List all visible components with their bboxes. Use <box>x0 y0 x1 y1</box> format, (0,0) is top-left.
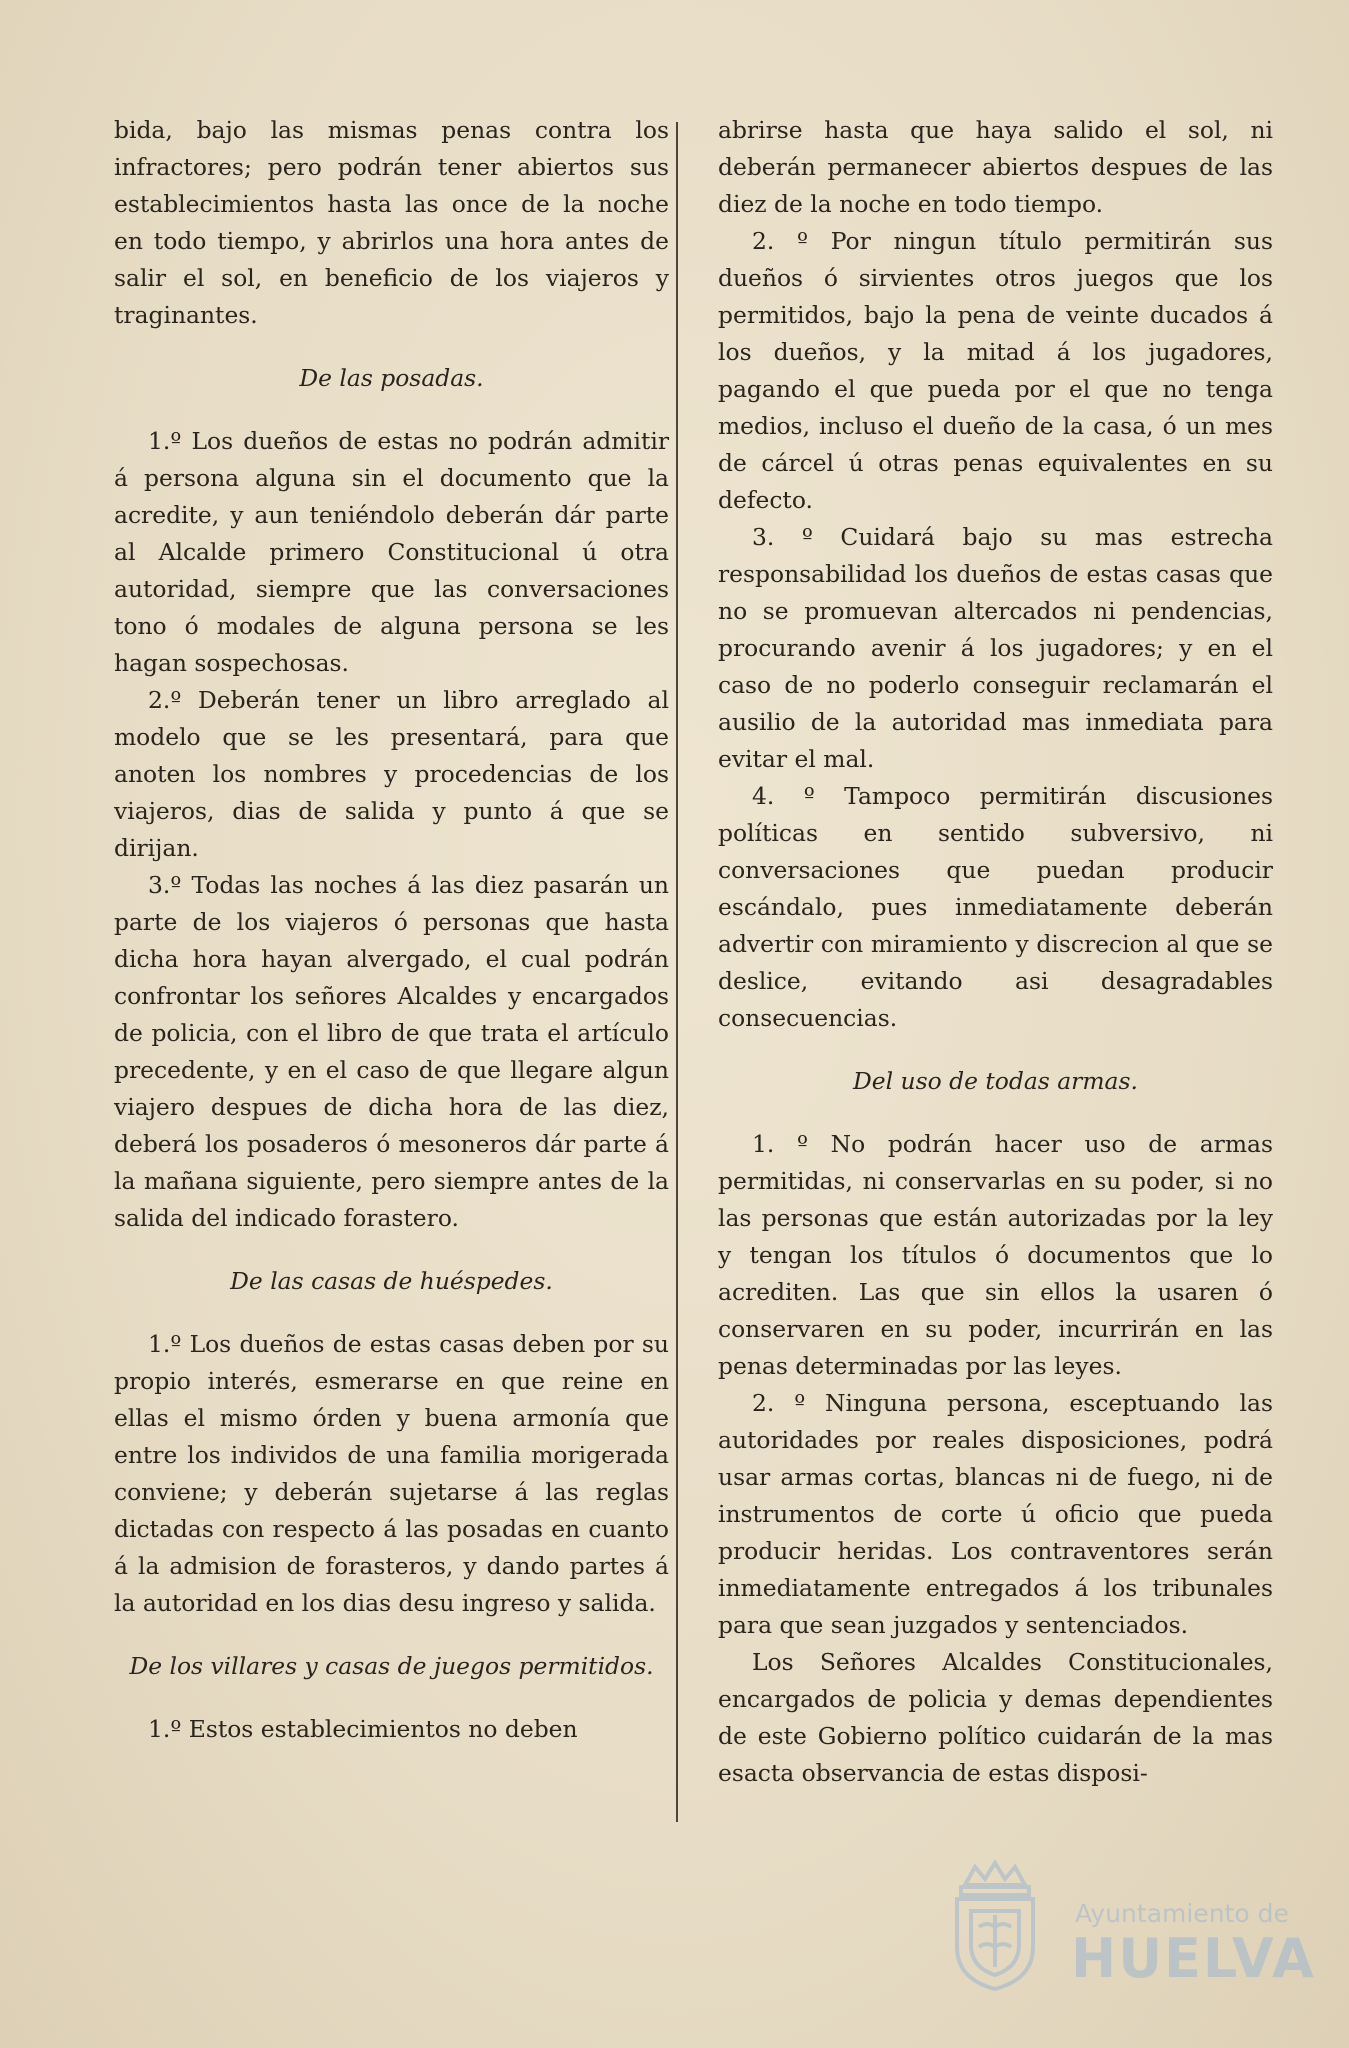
posadas-article-3: 3.º Todas las noches á las diez pasarán un parte de los viajeros ó personas que hasta dicha hora hayan alvergado, el cual podrán confrontar los señores Alcaldes y encargados de policia, con el libro de que trata el artículo precedente, y en el caso de que llegare algun viajero despues de dicha hora de las diez, deberá los posaderos ó mesoneros dár parte á la mañana siguiente, pero siempre antes de la salida del indicado forastero. <box>114 871 669 1232</box>
paragraph-continuation: bida, bajo las mismas penas contra los infractores; pero podrán tener abiertos sus establecimientos hasta las once de la noche en todo tiempo, y abrirlos una hora antes de salir el sol, en beneficio de los viajeros y traginantes. <box>114 116 669 329</box>
armas-article-1: 1. º No podrán hacer uso de armas permitidas, ni conservarlas en su poder, si no las personas que están autorizadas por la ley y tengan los títulos ó documentos que lo acrediten. Las que sin ellos la usaren ó conservaren en su poder, incurrirán en las penas determinadas por las leyes. <box>718 1130 1273 1380</box>
watermark-line-2: HUELVA <box>1071 1927 1316 1990</box>
watermark-line-1: Ayuntamiento de <box>1075 1899 1289 1928</box>
villares-article-3: 3. º Cuidará bajo su mas estrecha responsabilidad los dueños de estas casas que no se promuevan altercados ni pendencias, procurando avenir á los jugadores; y en el caso de no poderlo conseguir reclamarán el ausilio de la autoridad mas inmediata para evitar el mal. <box>718 523 1273 773</box>
column-divider <box>676 122 678 1822</box>
villares-article-2: 2. º Por ningun título permitirán sus dueños ó sirvientes otros juegos que los permitidos, bajo la pena de veinte ducados á los dueños, y la mitad á los jugadores, pagando el que pueda por el que no tenga medios, incluso el dueño de la casa, ó un mes de cárcel ú otras penas equivalentes en su defecto. <box>718 227 1273 514</box>
left-column <box>114 112 669 1748</box>
huespedes-article-1: 1.º Los dueños de estas casas deben por su propio interés, esmerarse en que reine en ellas el mismo órden y buena armonía que entre los individos de una familia morigerada conviene; y deberán sujetarse á las reglas dictadas con respecto á las posadas en cuanto á la admision de forasteros, y dando partes á la autoridad en los dias desu ingreso y salida. <box>114 1330 669 1617</box>
villares-article-4: 4. º Tampoco permitirán discusiones políticas en sentido subversivo, ni conversaciones que puedan producir escándalo, pues inmediatamente deberán advertir con miramiento y discrecion al que se deslice, evitando asi desagradables consecuencias. <box>718 782 1273 1032</box>
right-column <box>718 112 1273 1792</box>
posadas-article-1: 1.º Los dueños de estas no podrán admitir á persona alguna sin el documento que la acredite, y aun teniéndolo deberán dár parte al Alcalde primero Constitucional ú otra autoridad, siempre que las conversaciones tono ó modales de alguna persona se les hagan sospechosas. <box>114 427 669 677</box>
section-heading-armas: Del uso de todas armas. <box>853 1067 1138 1095</box>
section-heading-huespedes: De las casas de huéspedes. <box>230 1267 553 1295</box>
coat-of-arms-icon <box>935 1855 1055 1995</box>
section-heading-villares: De los villares y casas de juegos permitidos. <box>129 1652 654 1680</box>
villares-article-1-continuation: abrirse hasta que haya salido el sol, ni deberán permanecer abiertos despues de las diez de la noche en todo tiempo. <box>718 116 1273 218</box>
posadas-article-2: 2.º Deberán tener un libro arreglado al modelo que se les presentará, para que anoten los nombres y procedencias de los viajeros, dias de salida y punto á que se dirijan. <box>114 686 669 862</box>
huelva-watermark <box>935 1855 1316 1995</box>
section-heading-posadas: De las posadas. <box>299 364 484 392</box>
armas-article-2: 2. º Ninguna persona, esceptuando las autoridades por reales disposiciones, podrá usar armas cortas, blancas ni de fuego, ni de instrumentos de corte ú oficio que pueda producir heridas. Los contraventores serán inmediatamente entregados á los tribunales para que sean juzgados y sentenciados. <box>718 1389 1273 1639</box>
villares-article-1: 1.º Estos establecimientos no deben <box>148 1715 578 1743</box>
closing-paragraph: Los Señores Alcaldes Constitucionales, encargados de policia y demas dependientes de este Gobierno político cuidarán de la mas esacta observancia de estas disposi- <box>718 1648 1273 1787</box>
